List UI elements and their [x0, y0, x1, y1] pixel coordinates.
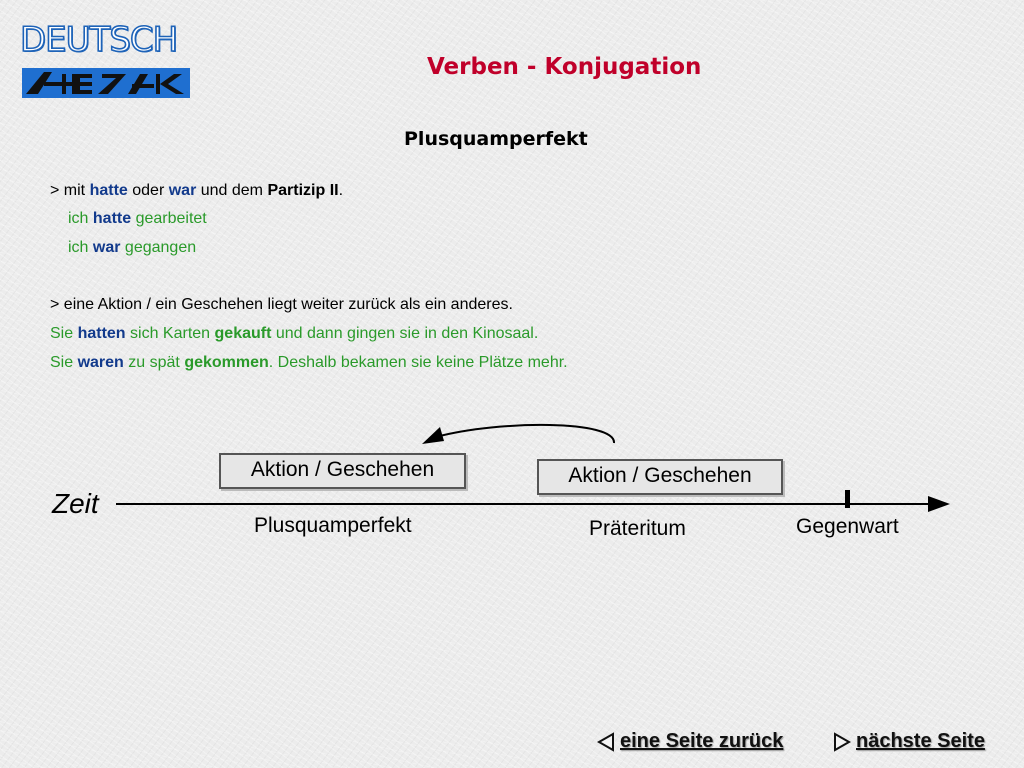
example-sentence-2: Sie waren zu spät gekommen. Deshalb bekamen sie keine Plätze mehr. [50, 354, 568, 371]
backward-arrowhead [422, 427, 444, 444]
logo-text: DEUTSCH [20, 20, 178, 60]
example-war: ich war gegangen [68, 239, 197, 256]
axis-label-zeit: Zeit [52, 488, 99, 519]
ab-zak-logo [22, 68, 190, 98]
label-gegenwart: Gegenwart [796, 515, 899, 538]
rule-hatte-war: > mit hatte oder war und dem Partizip II. [50, 182, 344, 199]
triangle-left-icon [596, 732, 616, 752]
next-page-label: nächste Seite [856, 730, 985, 752]
prev-page-label: eine Seite zurück [620, 730, 784, 752]
section-title: Plusquamperfekt [404, 128, 588, 150]
action-box-preterite: Aktion / Geschehen [537, 459, 783, 495]
present-tick [845, 490, 850, 508]
rule-aktion: > eine Aktion / ein Geschehen liegt weiter zurück als ein anderes. [50, 296, 513, 313]
triangle-right-icon [832, 732, 852, 752]
next-page-link[interactable] [832, 730, 985, 753]
prev-page-link[interactable] [596, 730, 783, 753]
page-title: Verben - Konjugation [427, 54, 702, 80]
time-axis-arrowhead [928, 496, 950, 512]
example-hatte: ich hatte gearbeitet [68, 210, 207, 227]
backward-arrow [436, 425, 614, 443]
label-praeteritum: Präteritum [589, 517, 686, 540]
action-box-past: Aktion / Geschehen [219, 453, 466, 489]
example-sentence-1: Sie hatten sich Karten gekauft und dann gingen sie in den Kinosaal. [50, 325, 539, 342]
label-plusquamperfekt: Plusquamperfekt [254, 514, 412, 537]
